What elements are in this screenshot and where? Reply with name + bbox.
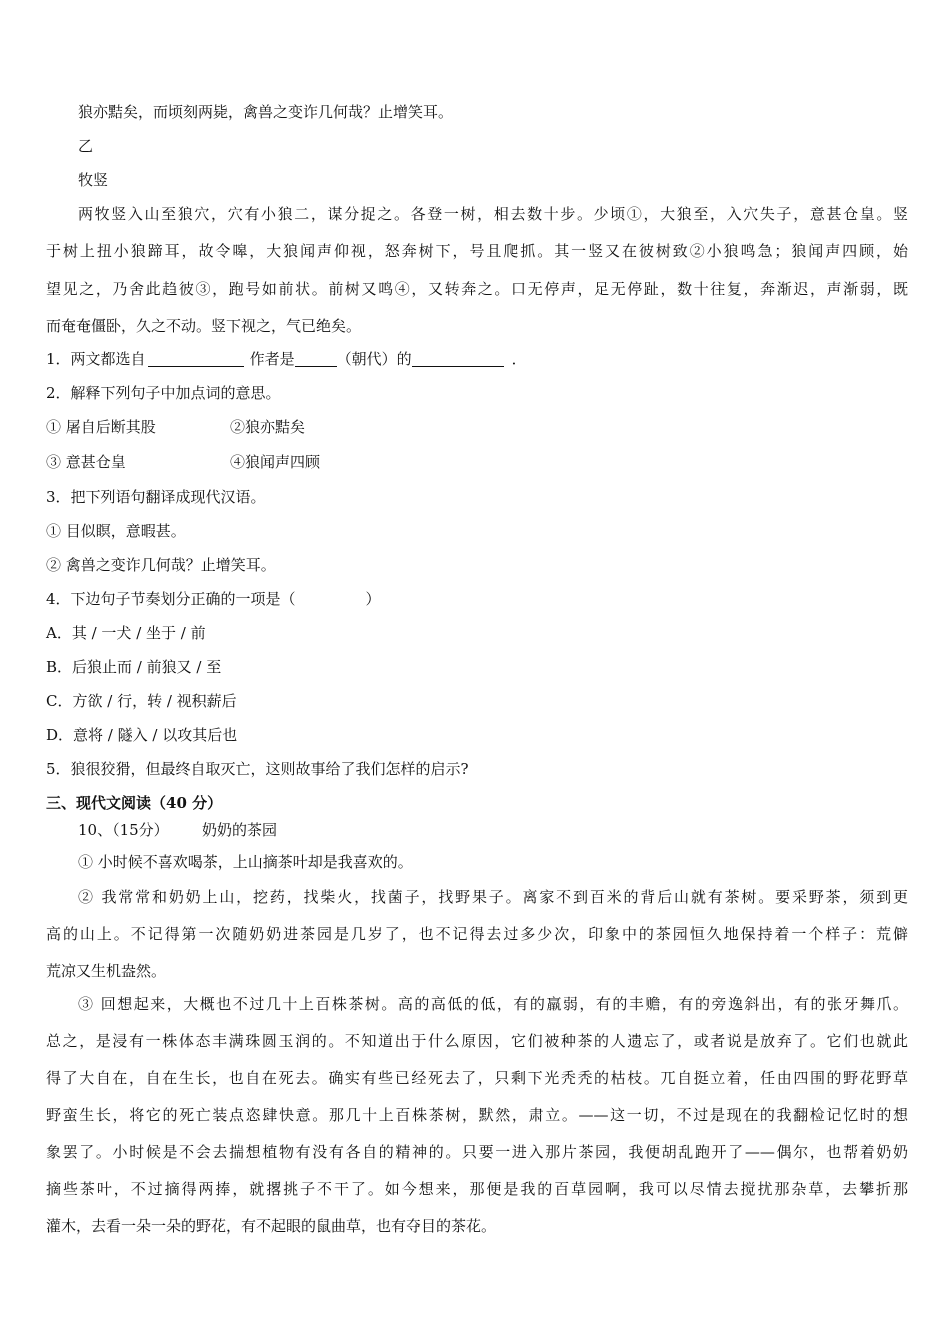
q2-item: ③ 意甚仓皇 <box>46 453 126 471</box>
q3-item: ② 禽兽之变诈几何哉？止增笑耳。 <box>46 556 276 574</box>
question-2-row <box>46 452 908 472</box>
section-3-heading: 三、现代文阅读（40 分） <box>46 794 223 812</box>
article-title: 奶奶的茶园 <box>202 821 278 839</box>
part-b-title: 牧竖 <box>78 171 109 189</box>
q4-stem-text: 4．下边句子节奏划分正确的一项是（ <box>46 590 296 608</box>
article-paragraph-3-line: 总之，是浸有一株体态丰满珠圆玉润的。不知道出于什么原因，它们被种茶的人遗忘了，或者说是放弃了。它们也就此 <box>46 1032 908 1050</box>
article-paragraph-2-line: 高的山上。不记得第一次随奶奶进茶园是几岁了，也不记得去过多少次，印象中的茶园恒久地保持着一个样子：荒僻 <box>46 925 908 943</box>
article-paragraph-3-line: 灌木，去看一朵一朵的野花，有不起眼的鼠曲草，也有夺目的茶花。 <box>46 1217 497 1235</box>
article-paragraph-3-line: 野蛮生长，将它的死亡装点恣肆快意。那几十上百株茶树，默然，肃立。——这一切，不过是现在的我翻检记忆时的想 <box>46 1106 908 1124</box>
part-b-label: 乙 <box>78 137 94 155</box>
wolf-text-tail-line: 狼亦黠矣，而顷刻两毙，禽兽之变诈几何哉？止增笑耳。 <box>78 103 454 121</box>
q1-end: ． <box>511 350 527 368</box>
q4-option-c[interactable]: C．方欲 / 行，转 / 视积薪后 <box>46 692 237 710</box>
q4-option-d[interactable]: D．意将 / 隧入 / 以攻其后也 <box>46 726 238 744</box>
q1-blank-author[interactable] <box>412 351 504 367</box>
q1-text-b: 作者是 <box>249 350 295 368</box>
q2-item: ① 屠自后断其股 <box>46 418 156 436</box>
part-b-line: 于树上扭小狼蹄耳，故令嗥，大狼闻声仰视，怒奔树下，号且爬抓。其一竖又在彼树致②小狼鸣急；狼闻声四顾，始 <box>46 242 908 260</box>
q1-number: 1． <box>46 350 71 368</box>
section-3-subheading <box>78 820 908 840</box>
article-paragraph-2-line: ② 我常常和奶奶上山，挖药，找柴火，找菌子，找野果子。离家不到百米的背后山就有茶树。要采野茶，须到更 <box>78 888 908 906</box>
question-2-row <box>46 417 908 437</box>
article-paragraph-3-line: 象罢了。小时候是不会去揣想植物有没有各自的精神的。只要一进入那片茶园，我便胡乱跑开了——偶尔，也帮着奶奶 <box>46 1143 908 1161</box>
article-paragraph-1: ① 小时候不喜欢喝茶，上山摘茶叶却是我喜欢的。 <box>78 853 413 871</box>
q1-text-c: （朝代）的 <box>336 350 412 368</box>
part-b-line: 两牧竖入山至狼穴，穴有小狼二，谋分捉之。各登一树，相去数十步。少顷①，大狼至，入穴失子，意甚仓皇。竖 <box>78 205 908 223</box>
q4-stem-close: ） <box>365 590 381 608</box>
part-b-line: 望见之，乃舍此趋彼③，跑号如前状。前树又鸣④，又转奔之。口无停声，足无停趾，数十往复，奔渐迟，声渐弱，既 <box>46 280 908 298</box>
q3-item: ① 目似瞑，意暇甚。 <box>46 522 186 540</box>
q1-blank-dynasty[interactable] <box>295 351 337 367</box>
q1-text-a: 两文都选自 <box>70 350 146 368</box>
article-paragraph-3-line: ③ 回想起来，大概也不过几十上百株茶树。高的高低的低，有的羸弱，有的丰赡，有的旁逸斜出，有的张牙舞爪。 <box>78 995 908 1013</box>
question-3-stem: 3．把下列语句翻译成现代汉语。 <box>46 488 266 506</box>
q4-option-b[interactable]: B．后狼止而 / 前狼又 / 至 <box>46 658 222 676</box>
question-5-stem: 5．狼很狡猾，但最终自取灭亡，这则故事给了我们怎样的启示? <box>46 760 469 778</box>
q1-blank-source[interactable] <box>148 351 244 367</box>
question-2-stem: 2．解释下列句子中加点词的意思。 <box>46 384 281 402</box>
question-4-stem <box>46 589 908 609</box>
q4-option-a[interactable]: A．其 / 一犬 / 坐于 / 前 <box>46 624 206 642</box>
subheading-number: 10、（15分） <box>78 821 169 839</box>
part-b-line: 而奄奄僵卧，久之不动。竖下视之，气已绝矣。 <box>46 317 362 335</box>
question-1 <box>46 349 908 369</box>
article-paragraph-2-line: 荒凉又生机盎然。 <box>46 962 167 980</box>
q2-item: ②狼亦黠矣 <box>230 418 306 436</box>
article-paragraph-3-line: 得了大自在，自在生长，也自在死去。确实有些已经死去了，只剩下光秃秃的枯枝。兀自挺立着，任由四围的野花野草 <box>46 1069 908 1087</box>
q2-item: ④狼闻声四顾 <box>230 453 321 471</box>
article-paragraph-3-line: 摘些茶叶，不过摘得两捧，就撂挑子不干了。如今想来，那便是我的百草园啊，我可以尽情去搅扰那杂草，去攀折那 <box>46 1180 908 1198</box>
